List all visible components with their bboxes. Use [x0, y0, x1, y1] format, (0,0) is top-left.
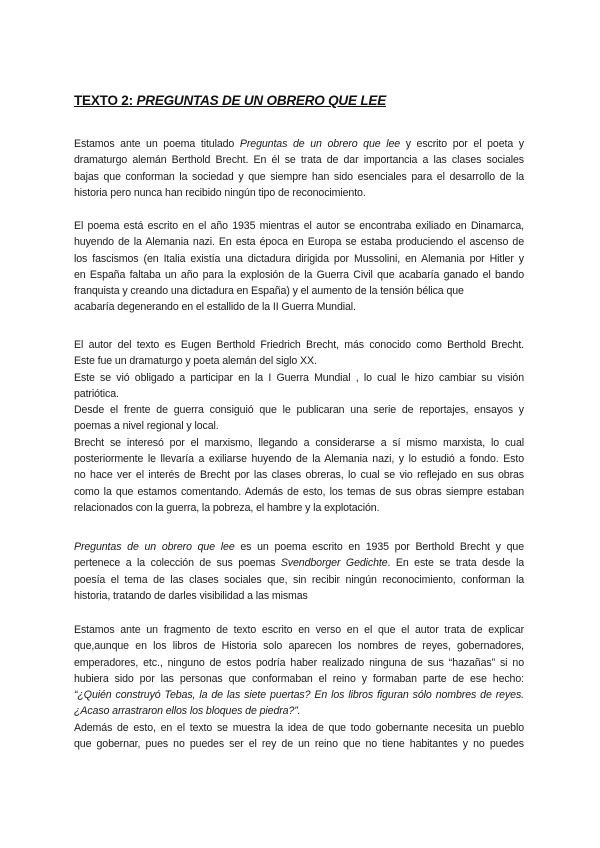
- title-lead: TEXTO 2:: [74, 93, 137, 108]
- paragraph-context: [74, 218, 524, 316]
- page-title: [74, 93, 386, 109]
- quote-line: ¿Acaso arrastraron ellos los bloques de piedra?”.: [74, 705, 301, 718]
- text-span: Estamos ante un poema titulado: [74, 138, 240, 150]
- text-line: hubiera sido por las personas que conformaban el reino y formaban parte de ese hecho:: [74, 672, 524, 685]
- collection-title-italic: Svendborger Gedichte: [280, 557, 388, 570]
- text-span: y escrito por el poeta y: [400, 138, 524, 150]
- text-line: historia, tratando de darles visibilidad a las mismas: [74, 589, 308, 602]
- text-line: que,aunque en los libros de Historia solo aparecen los nombres de reyes, gobernadores,: [74, 640, 524, 653]
- text-line: como la que estamos comentando. Además de esto, los temas de sus obras siempre estaban: [74, 485, 524, 498]
- text-line: [74, 539, 524, 555]
- text-line: bajas que conforman la sociedad y que siempre han sido esenciales para el desarrollo de la: [74, 170, 524, 183]
- paragraph-analysis: [74, 622, 524, 752]
- text-line: poemas a nivel regional y local.: [74, 420, 219, 433]
- text-line: en España faltaba un año para la explosión de la Guerra Civil que acabaría ganado el bando: [74, 268, 524, 281]
- text-line: Desde el frente de guerra consiguió que le publicaran una serie de reportajes, ensayos y: [74, 404, 524, 417]
- text-line: El autor del texto es Eugen Berthold Friedrich Brecht, más conocido como Berthold Brecht.: [74, 339, 524, 351]
- text-line: historia pero nunca han recibido ningún tipo de reconocimiento.: [74, 186, 366, 199]
- text-line: relacionados con la guerra, la pobreza, el hambre y la explotación.: [74, 501, 380, 514]
- text-line: emperadores, etc., ninguno de estos podría haber realizado ninguna de sus “hazañas” si no: [74, 656, 524, 669]
- paragraph-poem-info: [74, 539, 524, 604]
- text-span: pertenece a la colección de sus poemas: [74, 557, 281, 570]
- text-line: [74, 555, 524, 571]
- poem-title-italic: Preguntas de un obrero que lee: [239, 138, 401, 150]
- text-line: franquista y creando una dictadura en España) y el aumento de la tensión bélica que: [74, 285, 464, 298]
- text-line: Este se vió obligado a participar en la I Guerra Mundial , lo cual le hizo cambiar su visión: [74, 371, 524, 384]
- text-line: Brecht se interesó por el marxismo, llegando a considerarse a sí mismo marxista, lo cual: [74, 436, 524, 449]
- text-line: posteriormente le llevaría a exiliarse huyendo de la Alemania nazi, y lo estudió a fondo. Esto: [74, 453, 524, 466]
- text-line: poesía el tema de las clases sociales que, sin recibir ningún reconocimiento, conforman la: [74, 573, 524, 586]
- title-italic: PREGUNTAS DE UN OBRERO QUE LEE: [136, 93, 386, 108]
- text-line: patriótica.: [74, 387, 119, 400]
- text-line: dramaturgo alemán Berthold Brecht. En él se trata de dar importancia a las clases sociales: [74, 154, 524, 167]
- text-line: Además de esto, en el texto se muestra la idea de que todo gobernante necesita un pueblo: [74, 721, 524, 734]
- text-line: no hace ver el interés de Brecht por las clases obreras, lo cual se vio reflejado en sus obras: [74, 469, 524, 482]
- text-line: Estamos ante un fragmento de texto escrito en verso en el que el autor trata de explicar: [74, 624, 524, 636]
- paragraph-author: [74, 337, 524, 516]
- text-line: huyendo de la Alemania nazi. En esta época en Europa se estaba produciendo el ascenso de: [74, 236, 524, 249]
- text-span: es un poema escrito en 1935 por Berthold Brecht y que: [234, 541, 524, 553]
- text-line: [74, 136, 524, 152]
- paragraph-intro: [74, 136, 524, 201]
- text-line: El poema está escrito en el año 1935 mientras el autor se encontraba exiliado en Dinamarca,: [74, 220, 524, 232]
- poem-title-italic: Preguntas de un obrero que lee: [74, 541, 235, 553]
- text-line: que gobernar, pues no puedes ser el rey de un reino que no tiene habitantes y no puedes: [74, 738, 524, 751]
- text-span: . En este se trata desde la: [387, 557, 524, 570]
- text-line: acabaría degenerando en el estallido de la II Guerra Mundial.: [74, 301, 356, 314]
- text-line: los fascismos (en Italia existía una dictadura dirigida por Mussolini, en Alemania por Hitler y: [74, 252, 524, 265]
- text-line: Este fue un dramaturgo y poeta alemán del siglo XX.: [74, 355, 317, 368]
- quote-line: “¿Quién construyó Tebas, la de las siete puertas? En los libros figuran sólo nombres de reyes.: [74, 689, 524, 702]
